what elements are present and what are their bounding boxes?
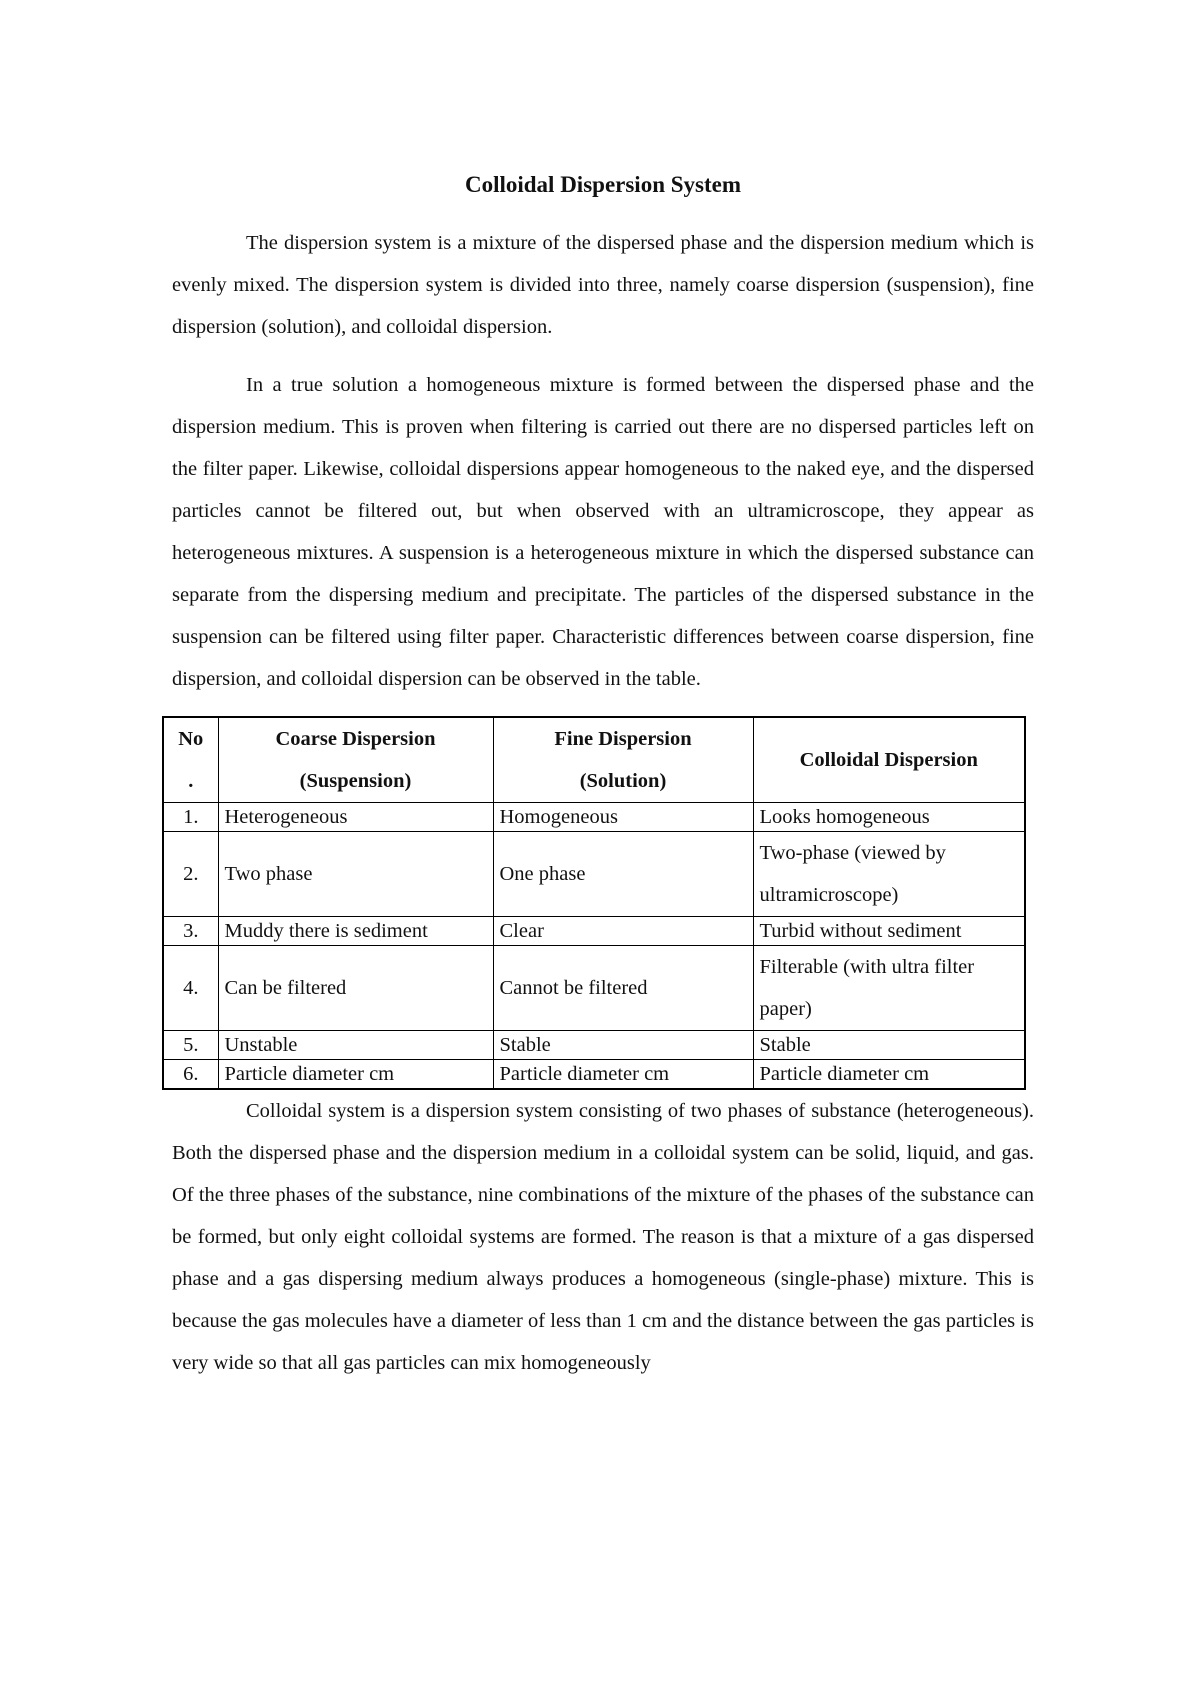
row-fine: Homogeneous	[493, 803, 753, 832]
row-colloidal: Two-phase (viewed by ultramicroscope)	[753, 832, 1025, 917]
header-no	[163, 717, 218, 803]
row-coarse: Two phase	[218, 832, 493, 917]
document-page	[172, 170, 1034, 1400]
row-colloidal: Turbid without sediment	[753, 917, 1025, 946]
row-coarse: Muddy there is sediment	[218, 917, 493, 946]
row-colloidal: Filterable (with ultra filter paper)	[753, 946, 1025, 1031]
row-fine: Particle diameter cm	[493, 1060, 753, 1090]
header-coarse	[218, 717, 493, 803]
row-fine: One phase	[493, 832, 753, 917]
header-colloidal: Colloidal Dispersion	[753, 717, 1025, 803]
paragraph-true-solution: In a true solution a homogeneous mixture is formed between the dispersed phase and the dispersion medium. This is proven when filtering is carried out there are no dispersed particles left on the filter paper. Likewise, colloidal dispersions appear homogeneous to the naked eye, and the dispersed particles cannot be filtered out, but when observed with an ultramicroscope, they appear as heterogeneous mixtures. A suspension is a heterogeneous mixture in which the dispersed substance can separate from the dispersing medium and precipitate. The particles of the dispersed substance in the suspension can be filtered using filter paper. Characteristic differences between coarse dispersion, fine dispersion, and colloidal dispersion can be observed in the table.	[172, 374, 1034, 690]
row-no: 2.	[163, 832, 218, 917]
row-no: 6.	[163, 1060, 218, 1090]
row-coarse: Particle diameter cm	[218, 1060, 493, 1090]
table-row	[163, 917, 1025, 946]
header-fine	[493, 717, 753, 803]
row-colloidal: Looks homogeneous	[753, 803, 1025, 832]
header-fine-line1: Fine Dispersion	[554, 728, 692, 750]
row-no: 3.	[163, 917, 218, 946]
row-no: 5.	[163, 1031, 218, 1060]
table-row	[163, 832, 1025, 917]
row-no: 1.	[163, 803, 218, 832]
dispersion-comparison-table	[162, 716, 1026, 1090]
header-fine-line2: (Solution)	[579, 770, 667, 792]
row-coarse: Unstable	[218, 1031, 493, 1060]
header-coarse-line2: (Suspension)	[299, 770, 412, 792]
row-fine: Clear	[493, 917, 753, 946]
row-fine: Cannot be filtered	[493, 946, 753, 1031]
row-colloidal: Stable	[753, 1031, 1025, 1060]
paragraph-colloidal-system: Colloidal system is a dispersion system consisting of two phases of substance (heterogeneous). Both the dispersed phase and the dispersion medium in a colloidal system can be solid, liquid, and gas. Of the three phases of the substance, nine combinations of the mixture of the phases of the substance can be formed, but only eight colloidal systems are formed. The reason is that a mixture of a gas dispersed phase and a gas dispersing medium always produces a homogeneous (single-phase) mixture. This is because the gas molecules have a diameter of less than 1 cm and the distance between the gas particles is very wide so that all gas particles can mix homogeneously	[172, 1100, 1034, 1374]
header-no-line1: No	[178, 728, 204, 750]
row-colloidal: Particle diameter cm	[753, 1060, 1025, 1090]
header-coarse-line1: Coarse Dispersion	[275, 728, 436, 750]
document-title: Colloidal Dispersion System	[464, 172, 742, 197]
row-coarse: Heterogeneous	[218, 803, 493, 832]
paragraph-intro: The dispersion system is a mixture of the dispersed phase and the dispersion medium which is evenly mixed. The dispersion system is divided into three, namely coarse dispersion (suspension), fine dispersion (solution), and colloidal dispersion.	[172, 232, 1034, 338]
table-row	[163, 1060, 1025, 1090]
table-row	[163, 946, 1025, 1031]
row-fine: Stable	[493, 1031, 753, 1060]
table-header-row	[163, 717, 1025, 803]
table-row	[163, 1031, 1025, 1060]
header-no-line2: .	[188, 770, 194, 792]
table-row	[163, 803, 1025, 832]
row-coarse: Can be filtered	[218, 946, 493, 1031]
row-no: 4.	[163, 946, 218, 1031]
